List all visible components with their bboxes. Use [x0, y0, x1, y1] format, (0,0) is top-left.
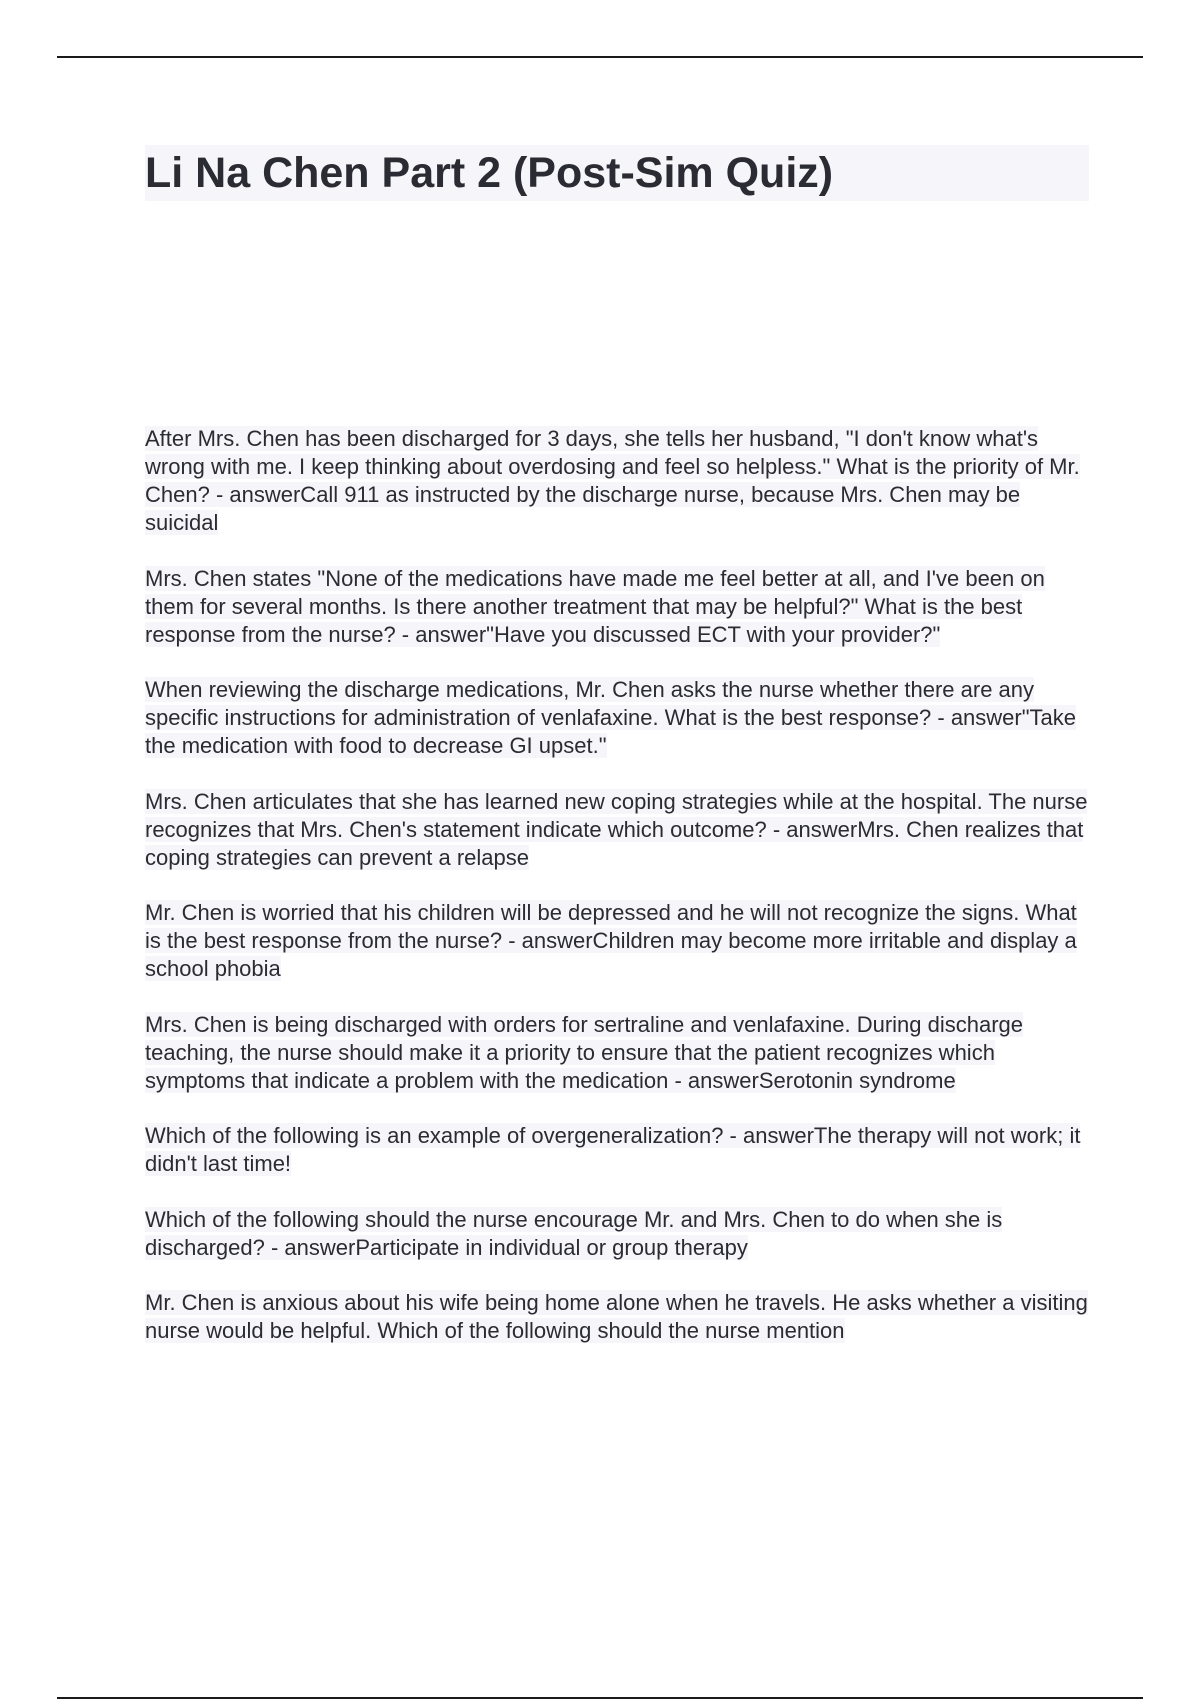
qa-item [145, 1206, 1090, 1262]
bottom-divider [57, 1697, 1143, 1699]
title-block [145, 145, 1089, 201]
qa-text: Which of the following should the nurse encourage Mr. and Mrs. Chen to do when she is discharged? - answerParticipate in individual or group therapy [145, 1206, 1003, 1260]
qa-text: Mr. Chen is anxious about his wife being home alone when he travels. He asks whether a visiting nurse would be helpful. Which of the following should the nurse mention [145, 1290, 1088, 1343]
page-title: Li Na Chen Part 2 (Post-Sim Quiz) [145, 149, 834, 197]
qa-text: Mr. Chen is worried that his children will be depressed and he will not recognize the signs. What is the best response from the nurse? - answerChildren may become more irritable and display a school phobia [145, 900, 1077, 981]
qa-item [145, 676, 1090, 760]
top-divider [57, 56, 1143, 58]
qa-text: Mrs. Chen states "None of the medications have made me feel better at all, and I've been on them for several months. Is there another treatment that may be helpful?" What is the best response from the nurse? - answer"Have you discussed ECT with your provider?" [145, 565, 1045, 647]
qa-item [145, 1289, 1090, 1345]
qa-item [145, 788, 1090, 872]
qa-text: Mrs. Chen is being discharged with orders for sertraline and venlafaxine. During discharge teaching, the nurse should make it a priority to ensure that the patient recognizes which symptoms that indicate a problem with the medication - answerSerotonin syndrome [145, 1011, 1024, 1093]
qa-item [145, 899, 1090, 983]
qa-list [145, 425, 1090, 1373]
qa-text: Which of the following is an example of overgeneralization? - answerThe therapy will not work; it didn't last time! [145, 1123, 1081, 1176]
qa-item [145, 425, 1090, 537]
qa-item [145, 1122, 1090, 1178]
qa-item [145, 565, 1090, 649]
qa-text: Mrs. Chen articulates that she has learned new coping strategies while at the hospital. The nurse recognizes that Mrs. Chen's statement indicate which outcome? - answerMrs. Chen realizes that coping strategies can prevent a relapse [145, 788, 1088, 870]
qa-text: After Mrs. Chen has been discharged for 3 days, she tells her husband, "I don't know what's wrong with me. I keep thinking about overdosing and feel so helpless." What is the priority of Mr. Chen? - answerCall 911 as instructed by the discharge nurse, because Mrs. Chen may be suicidal [145, 426, 1080, 535]
qa-text: When reviewing the discharge medications, Mr. Chen asks the nurse whether there are any specific instructions for administration of venlafaxine. What is the best response? - answer"Take the medication with food to decrease GI upset." [145, 677, 1077, 758]
qa-item [145, 1011, 1090, 1095]
